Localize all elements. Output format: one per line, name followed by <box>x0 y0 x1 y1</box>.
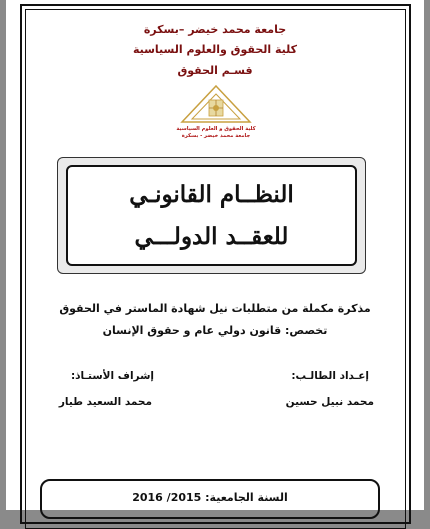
specialization: تخصص: قانون دولي عام و حقوق الإنسان <box>102 324 328 337</box>
logo-caption-1: كلية الحقوق و العلوم السياسية <box>176 126 256 132</box>
academic-year: السنة الجامعية: 2015/ 2016 <box>132 491 288 504</box>
university-name: جامعة محمد خيضر –بسكرة <box>143 23 287 36</box>
student-name: محمد نبيل حسين <box>285 396 374 408</box>
department-name: قسـم الحقوق <box>177 64 253 77</box>
logo-caption-2: جامعة محمد خيضر - بسكرة <box>181 133 251 139</box>
supervisor-name: محمد السعيد طيار <box>58 396 152 408</box>
academic-year-box <box>40 479 380 519</box>
supervisor-label: إشراف الأستـاذ: <box>70 370 154 382</box>
document-page <box>6 0 424 510</box>
title-box-inner <box>66 165 357 266</box>
student-label: إعـداد الطالـب: <box>291 370 369 382</box>
thesis-title-line1: النظــام القانونـي <box>129 181 294 208</box>
thesis-title-line2: للعقــد الدولـــي <box>134 223 289 250</box>
degree-statement: مذكرة مكملة من متطلبات نيل شهادة الماستر في الحقوق <box>59 302 371 315</box>
title-box <box>57 157 366 274</box>
university-logo <box>176 84 256 140</box>
faculty-name: كلية الحقوق والعلوم السياسية <box>132 43 298 56</box>
